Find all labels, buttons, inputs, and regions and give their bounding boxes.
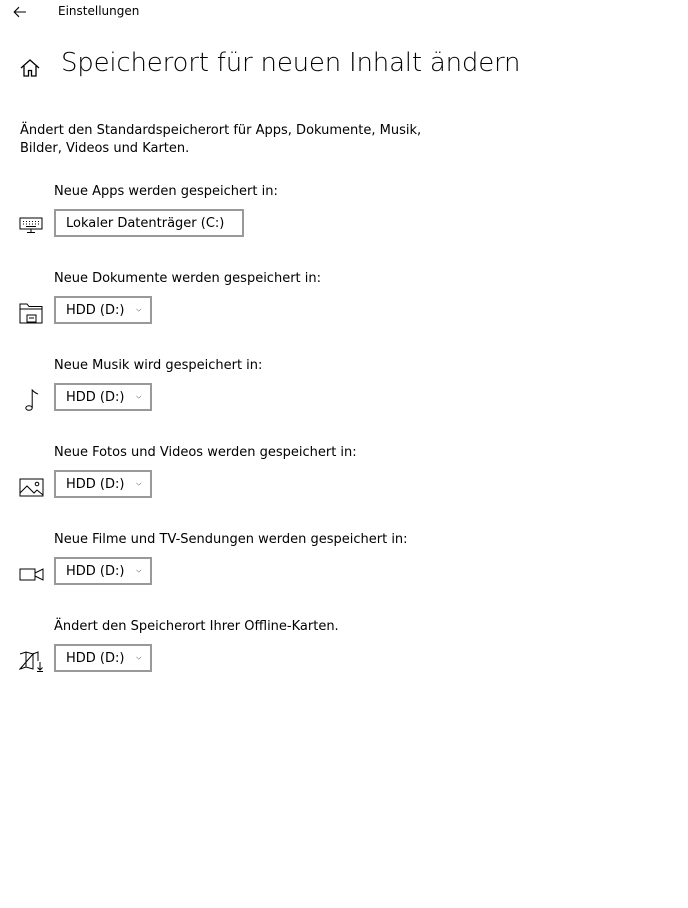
music-location-dropdown[interactable] xyxy=(54,383,152,411)
movies-location-dropdown[interactable] xyxy=(54,557,152,585)
chevron-down-icon xyxy=(136,480,142,488)
setting-maps xyxy=(0,619,688,689)
page-description: Ändert den Standardspeicherort für Apps, Dokumente, Musik, Bilder, Videos und Karten. xyxy=(20,123,422,156)
home-icon[interactable] xyxy=(19,57,41,79)
back-button[interactable] xyxy=(8,0,32,24)
documents-location-dropdown[interactable] xyxy=(54,296,152,324)
title-bar xyxy=(0,0,688,24)
keyboard-monitor-icon xyxy=(19,215,45,237)
setting-music xyxy=(0,358,688,428)
setting-photos-label: Neue Fotos und Videos werden gespeichert in: xyxy=(54,445,357,460)
setting-movies xyxy=(0,532,688,602)
back-arrow-icon xyxy=(13,6,27,18)
setting-documents-label: Neue Dokumente werden gespeichert in: xyxy=(54,271,321,286)
chevron-down-icon xyxy=(136,393,142,401)
music-location-value: HDD (D:) xyxy=(66,389,125,405)
maps-location-value: HDD (D:) xyxy=(66,650,125,666)
photos-location-dropdown[interactable] xyxy=(54,470,152,498)
documents-location-value: HDD (D:) xyxy=(66,302,125,318)
chevron-down-icon xyxy=(136,306,142,314)
chevron-down-icon xyxy=(136,567,142,575)
page-title: Speicherort für neuen Inhalt ändern xyxy=(61,48,521,78)
chevron-down-icon xyxy=(136,654,142,662)
setting-movies-label: Neue Filme und TV-Sendungen werden gespeichert in: xyxy=(54,532,408,547)
setting-maps-label: Ändert den Speicherort Ihrer Offline-Karten. xyxy=(54,619,339,634)
music-note-icon xyxy=(19,389,45,411)
picture-icon xyxy=(19,476,45,498)
movies-location-value: HDD (D:) xyxy=(66,563,125,579)
setting-music-label: Neue Musik wird gespeichert in: xyxy=(54,358,263,373)
setting-documents xyxy=(0,271,688,341)
setting-apps-label: Neue Apps werden gespeichert in: xyxy=(54,184,278,199)
setting-apps xyxy=(0,184,688,254)
maps-location-dropdown[interactable] xyxy=(54,644,152,672)
photos-location-value: HDD (D:) xyxy=(66,476,125,492)
apps-location-value: Lokaler Datenträger (C:) xyxy=(66,215,225,231)
folder-drive-icon xyxy=(19,302,45,324)
apps-location-dropdown[interactable] xyxy=(54,209,244,237)
app-title: Einstellungen xyxy=(58,4,140,18)
map-download-icon xyxy=(19,650,45,672)
setting-photos xyxy=(0,445,688,515)
video-camera-icon xyxy=(19,563,45,585)
